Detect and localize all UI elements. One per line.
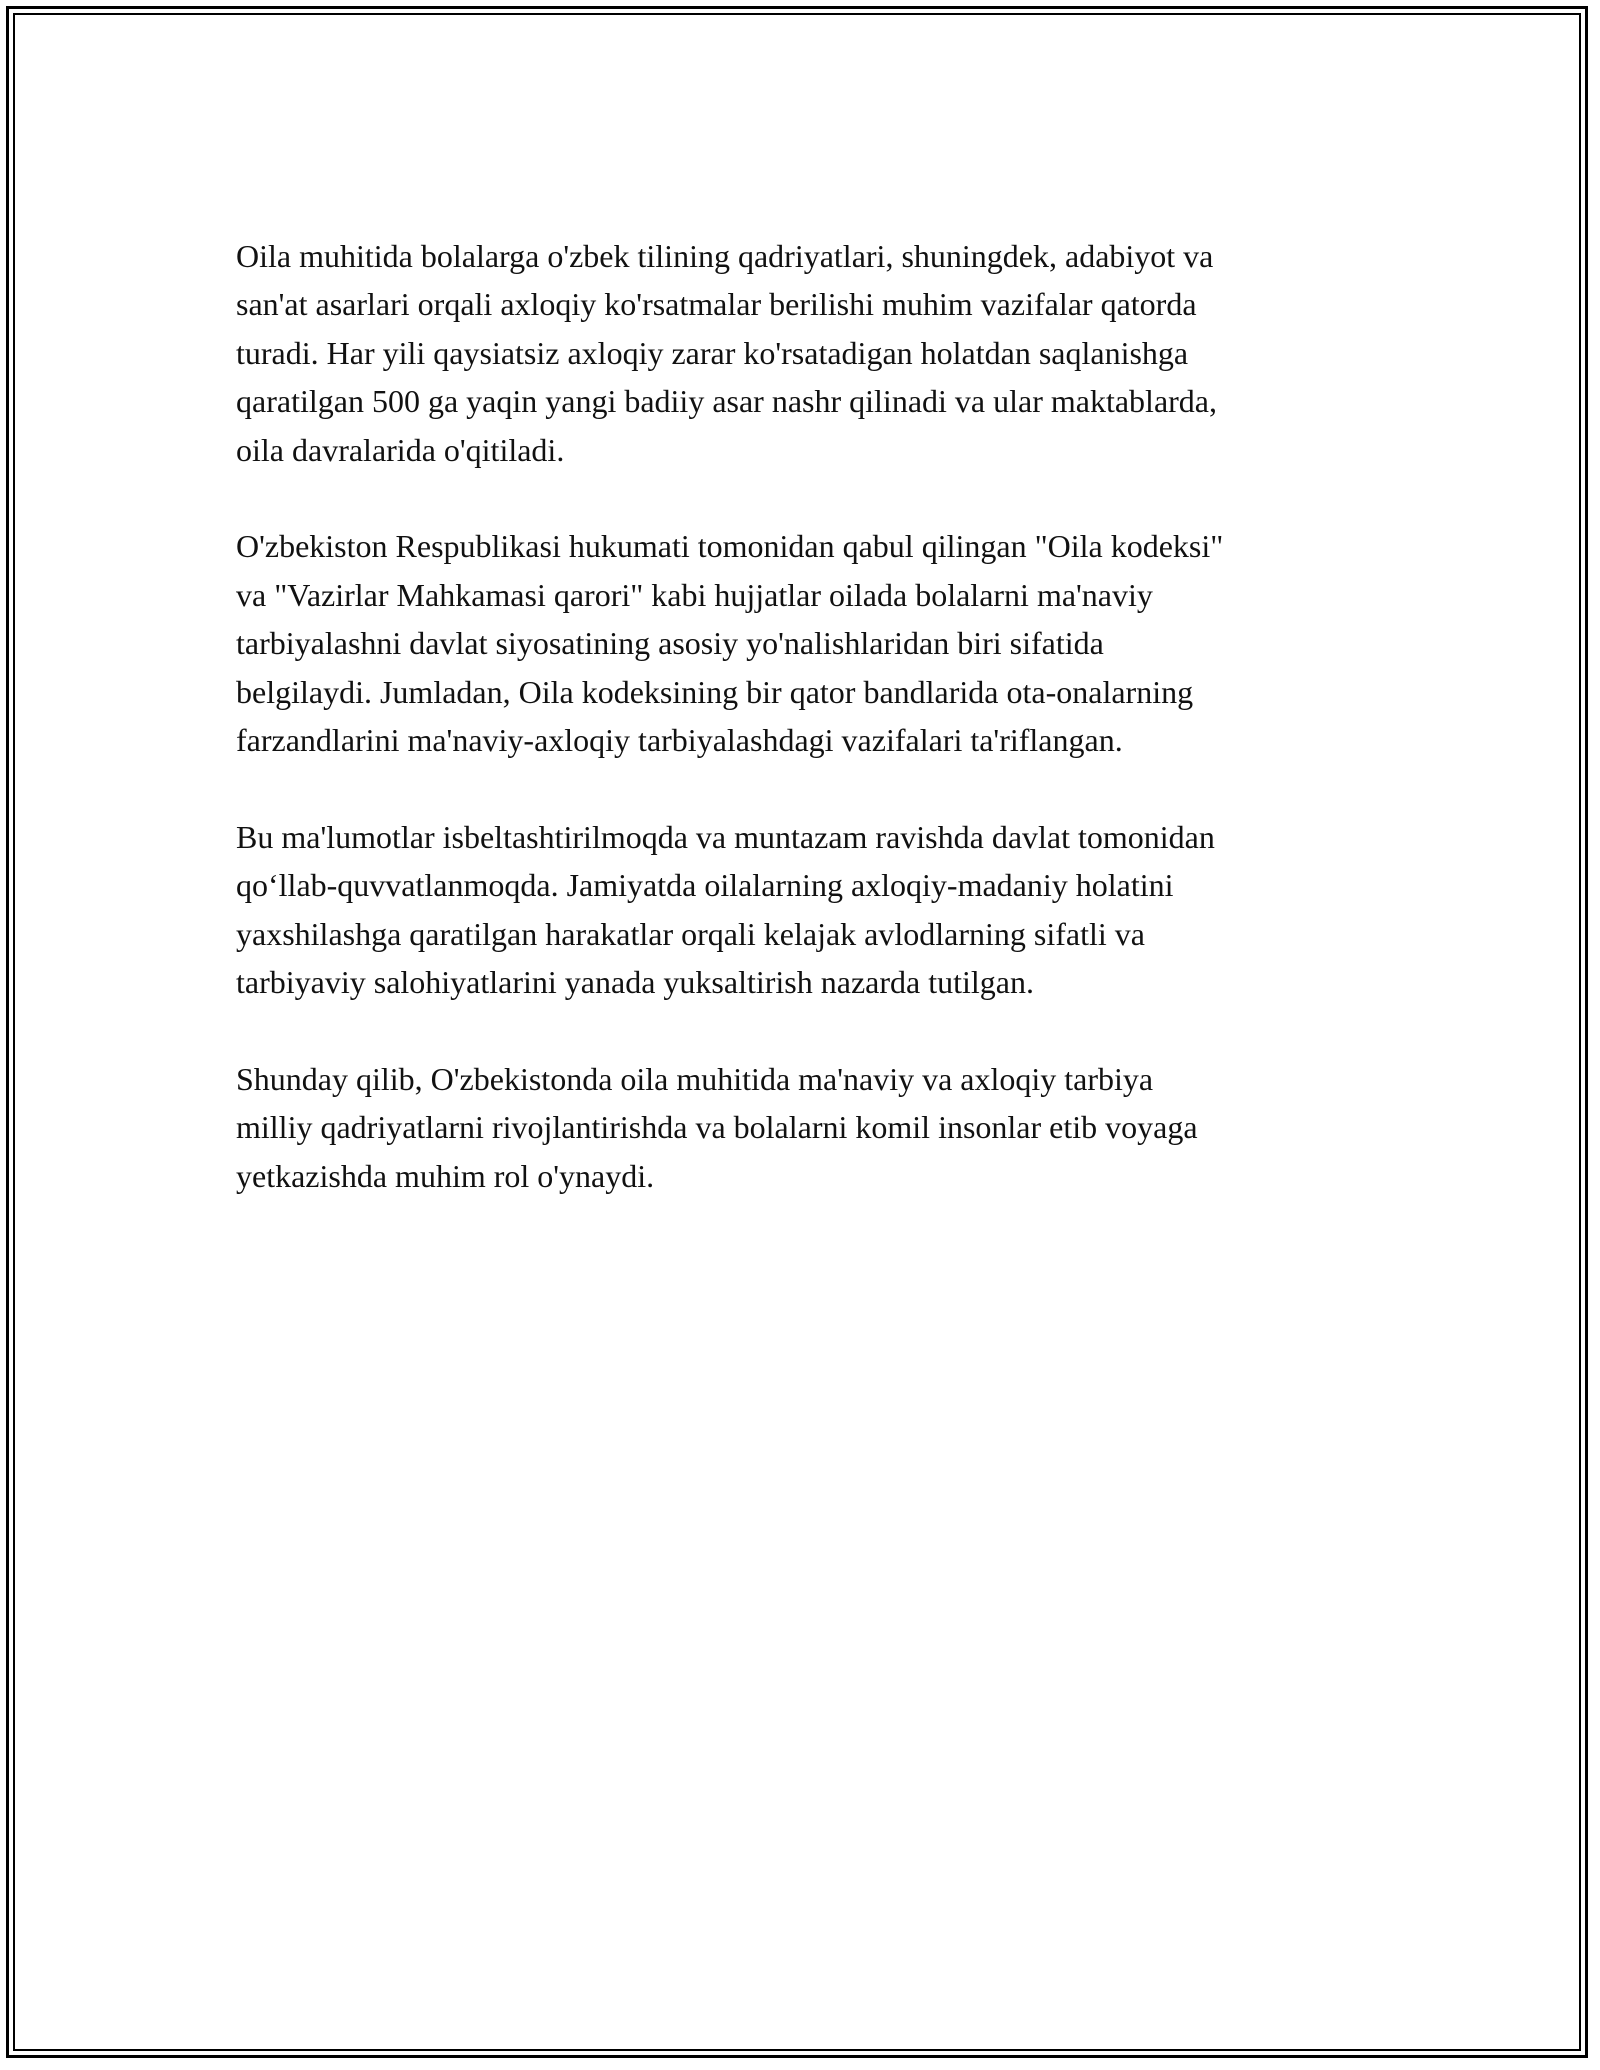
paragraph-4: Shunday qilib, O'zbekistonda oila muhitida ma'naviy va axloqiy tarbiya milliy qadriyatlarni rivojlantirishda va bolalarni komil insonlar etib voyaga yetkazishda muhim rol o'ynaydi. <box>236 1060 1198 1194</box>
document-body <box>236 232 1376 1248</box>
paragraph-2: O'zbekiston Respublikasi hukumati tomonidan qabul qilingan "Oila kodeksi" va "Vazirlar Mahkamasi qarori" kabi hujjatlar oilada bolalarni ma'naviy tarbiyalashni davlat siyosatining asosiy yo'nalishlaridan biri sifatida belgilaydi. Jumladan, Oila kodeksining bir qator bandlarida ota-onalarning farzandlarini ma'naviy-axloqiy tarbiyalashdagi vazifalari ta'riflangan. <box>236 528 1224 759</box>
paragraph-1: Oila muhitida bolalarga o'zbek tilining qadriyatlari, shuningdek, adabiyot va san'at asarlari orqali axloqiy ko'rsatmalar berilishi muhim vazifalar qatorda turadi. Har yili qaysiatsiz axloqiy zarar ko'rsatadigan holatdan saqlanishga qaratilgan 500 ga yaqin yangi badiiy asar nashr qilinadi va ular maktablarda, oila davralarida o'qitiladi. <box>236 238 1217 468</box>
paragraph-3: Bu ma'lumotlar isbeltashtirilmoqda va muntazam ravishda davlat tomonidan qo‘llab-quvvatlanmoqda. Jamiyatda oilalarning axloqiy-madaniy holatini yaxshilashga qaratilgan harakatlar orqali kelajak avlodlarning sifatli va tarbiyaviy salohiyatlarini yanada yuksaltirish nazarda tutilgan. <box>236 818 1215 1001</box>
